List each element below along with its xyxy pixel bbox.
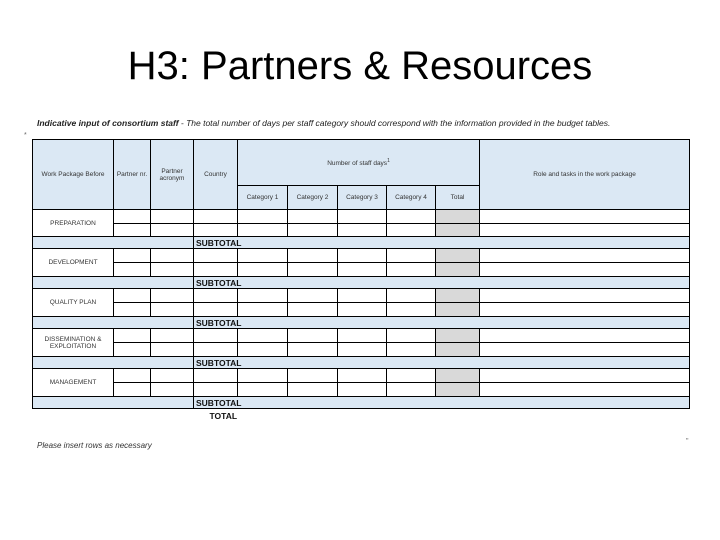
total-cell[interactable] <box>436 249 480 263</box>
subtotal-row <box>33 397 690 409</box>
data-cell[interactable] <box>151 369 194 383</box>
data-cell[interactable] <box>288 263 338 277</box>
data-cell[interactable] <box>387 224 436 237</box>
subtotal-spacer <box>33 397 194 409</box>
data-cell[interactable] <box>338 210 387 224</box>
table-row <box>33 249 690 263</box>
data-cell[interactable] <box>480 224 690 237</box>
caption-bold: Indicative input of consortium staff <box>37 118 179 128</box>
data-cell[interactable] <box>288 369 338 383</box>
data-cell[interactable] <box>338 329 387 343</box>
header-total: Total <box>436 186 480 210</box>
total-cell[interactable] <box>436 369 480 383</box>
total-cell[interactable] <box>436 263 480 277</box>
subtotal-spacer <box>33 357 194 369</box>
data-cell[interactable] <box>238 383 288 397</box>
data-cell[interactable] <box>114 303 151 317</box>
total-cell[interactable] <box>436 224 480 237</box>
data-cell[interactable] <box>480 329 690 343</box>
subtotal-row <box>33 317 690 329</box>
slide-title: H3: Partners & Resources <box>127 44 593 88</box>
data-cell[interactable] <box>480 210 690 224</box>
work-package-name: DEVELOPMENT <box>33 249 114 277</box>
table-row <box>33 263 690 277</box>
data-cell[interactable] <box>238 289 288 303</box>
subtotal-row <box>33 357 690 369</box>
staff-table <box>32 139 690 423</box>
data-cell[interactable] <box>480 249 690 263</box>
work-package-name: DISSEMINATION & EXPLOITATION <box>33 329 114 357</box>
header-work-package: Work Package Before <box>33 140 114 210</box>
data-cell[interactable] <box>194 249 238 263</box>
corner-mark-right: " <box>686 438 689 445</box>
data-cell[interactable] <box>288 343 338 357</box>
data-cell[interactable] <box>288 383 338 397</box>
data-cell[interactable] <box>151 224 194 237</box>
work-package-name: QUALITY PLAN <box>33 289 114 317</box>
data-cell[interactable] <box>288 210 338 224</box>
data-cell[interactable] <box>288 289 338 303</box>
data-cell[interactable] <box>387 303 436 317</box>
data-cell[interactable] <box>480 343 690 357</box>
total-cell[interactable] <box>436 343 480 357</box>
data-cell[interactable] <box>480 303 690 317</box>
data-cell[interactable] <box>238 263 288 277</box>
data-cell[interactable] <box>114 289 151 303</box>
data-cell[interactable] <box>338 383 387 397</box>
data-cell[interactable] <box>480 369 690 383</box>
corner-mark-left: * <box>24 132 27 139</box>
data-cell[interactable] <box>151 249 194 263</box>
total-spacer <box>33 409 194 423</box>
data-cell[interactable] <box>114 210 151 224</box>
data-cell[interactable] <box>480 383 690 397</box>
header-row-1 <box>33 140 690 186</box>
header-category-2: Category 2 <box>288 186 338 210</box>
header-staff-days-text: Number of staff days <box>327 160 388 168</box>
data-cell[interactable] <box>238 329 288 343</box>
data-cell[interactable] <box>338 249 387 263</box>
header-category-3: Category 3 <box>338 186 387 210</box>
header-staff-days-sup: 1 <box>387 157 390 164</box>
data-cell[interactable] <box>338 343 387 357</box>
data-cell[interactable] <box>480 263 690 277</box>
data-cell[interactable] <box>288 249 338 263</box>
data-cell[interactable] <box>151 329 194 343</box>
data-cell[interactable] <box>114 329 151 343</box>
total-cell[interactable] <box>436 329 480 343</box>
data-cell[interactable] <box>194 303 238 317</box>
data-cell[interactable] <box>387 210 436 224</box>
work-package-name: PREPARATION <box>33 210 114 237</box>
data-cell[interactable] <box>288 303 338 317</box>
data-cell[interactable] <box>238 343 288 357</box>
data-cell[interactable] <box>387 289 436 303</box>
table-row <box>33 210 690 224</box>
total-label: TOTAL <box>209 410 238 421</box>
subtotal-spacer <box>33 277 194 289</box>
data-cell[interactable] <box>194 289 238 303</box>
data-cell[interactable] <box>194 329 238 343</box>
header-staff-days <box>238 140 480 186</box>
data-cell[interactable] <box>194 210 238 224</box>
data-cell[interactable] <box>151 289 194 303</box>
total-cell[interactable] <box>436 210 480 224</box>
data-cell[interactable] <box>151 343 194 357</box>
data-cell[interactable] <box>387 249 436 263</box>
data-cell[interactable] <box>194 383 238 397</box>
data-cell[interactable] <box>114 263 151 277</box>
data-cell[interactable] <box>151 263 194 277</box>
data-cell[interactable] <box>338 303 387 317</box>
header-partner-acronym: Partner acronym <box>151 140 194 210</box>
caption-text: - The total number of days per staff category should correspond with the information provided in the budget tables. <box>178 118 611 128</box>
data-cell[interactable] <box>114 343 151 357</box>
subtotal-row <box>33 277 690 289</box>
data-cell[interactable] <box>387 383 436 397</box>
header-category-4: Category 4 <box>387 186 436 210</box>
data-cell[interactable] <box>114 369 151 383</box>
subtotal-spacer <box>33 237 194 249</box>
table-row <box>33 383 690 397</box>
data-cell[interactable] <box>194 369 238 383</box>
data-cell[interactable] <box>338 289 387 303</box>
data-cell[interactable] <box>238 369 288 383</box>
data-cell[interactable] <box>387 263 436 277</box>
table-row <box>33 343 690 357</box>
subtotal-label: SUBTOTAL <box>194 277 690 289</box>
total-cell[interactable] <box>436 289 480 303</box>
data-cell[interactable] <box>387 329 436 343</box>
total-cell[interactable] <box>436 303 480 317</box>
subtotal-label: SUBTOTAL <box>194 317 690 329</box>
data-cell[interactable] <box>194 263 238 277</box>
table-row <box>33 329 690 343</box>
header-country: Country <box>194 140 238 210</box>
data-cell[interactable] <box>238 210 288 224</box>
data-cell[interactable] <box>288 329 338 343</box>
total-row <box>33 409 690 423</box>
total-cell[interactable] <box>436 383 480 397</box>
data-cell[interactable] <box>151 303 194 317</box>
footnote: Please insert rows as necessary <box>37 441 152 450</box>
data-cell[interactable] <box>194 224 238 237</box>
subtotal-label: SUBTOTAL <box>194 397 690 409</box>
data-cell[interactable] <box>338 224 387 237</box>
data-cell[interactable] <box>151 383 194 397</box>
table-row <box>33 303 690 317</box>
data-cell[interactable] <box>238 303 288 317</box>
table-row <box>33 289 690 303</box>
subtotal-row <box>33 237 690 249</box>
subtotal-label: SUBTOTAL <box>194 237 690 249</box>
data-cell[interactable] <box>480 289 690 303</box>
header-partner-nr: Partner nr. <box>114 140 151 210</box>
table-row <box>33 224 690 237</box>
data-cell[interactable] <box>238 249 288 263</box>
table-row <box>33 369 690 383</box>
data-cell[interactable] <box>114 383 151 397</box>
data-cell[interactable] <box>338 263 387 277</box>
data-cell[interactable] <box>194 343 238 357</box>
header-role: Role and tasks in the work package <box>480 140 690 210</box>
subtotal-label: SUBTOTAL <box>194 357 690 369</box>
subtotal-spacer <box>33 317 194 329</box>
data-cell[interactable] <box>238 224 288 237</box>
header-category-1: Category 1 <box>238 186 288 210</box>
staff-table-body <box>33 140 690 423</box>
data-cell[interactable] <box>114 224 151 237</box>
data-cell[interactable] <box>114 249 151 263</box>
table-caption <box>37 118 610 128</box>
work-package-name: MANAGEMENT <box>33 369 114 397</box>
data-cell[interactable] <box>387 369 436 383</box>
data-cell[interactable] <box>288 224 338 237</box>
data-cell[interactable] <box>338 369 387 383</box>
data-cell[interactable] <box>387 343 436 357</box>
data-cell[interactable] <box>151 210 194 224</box>
